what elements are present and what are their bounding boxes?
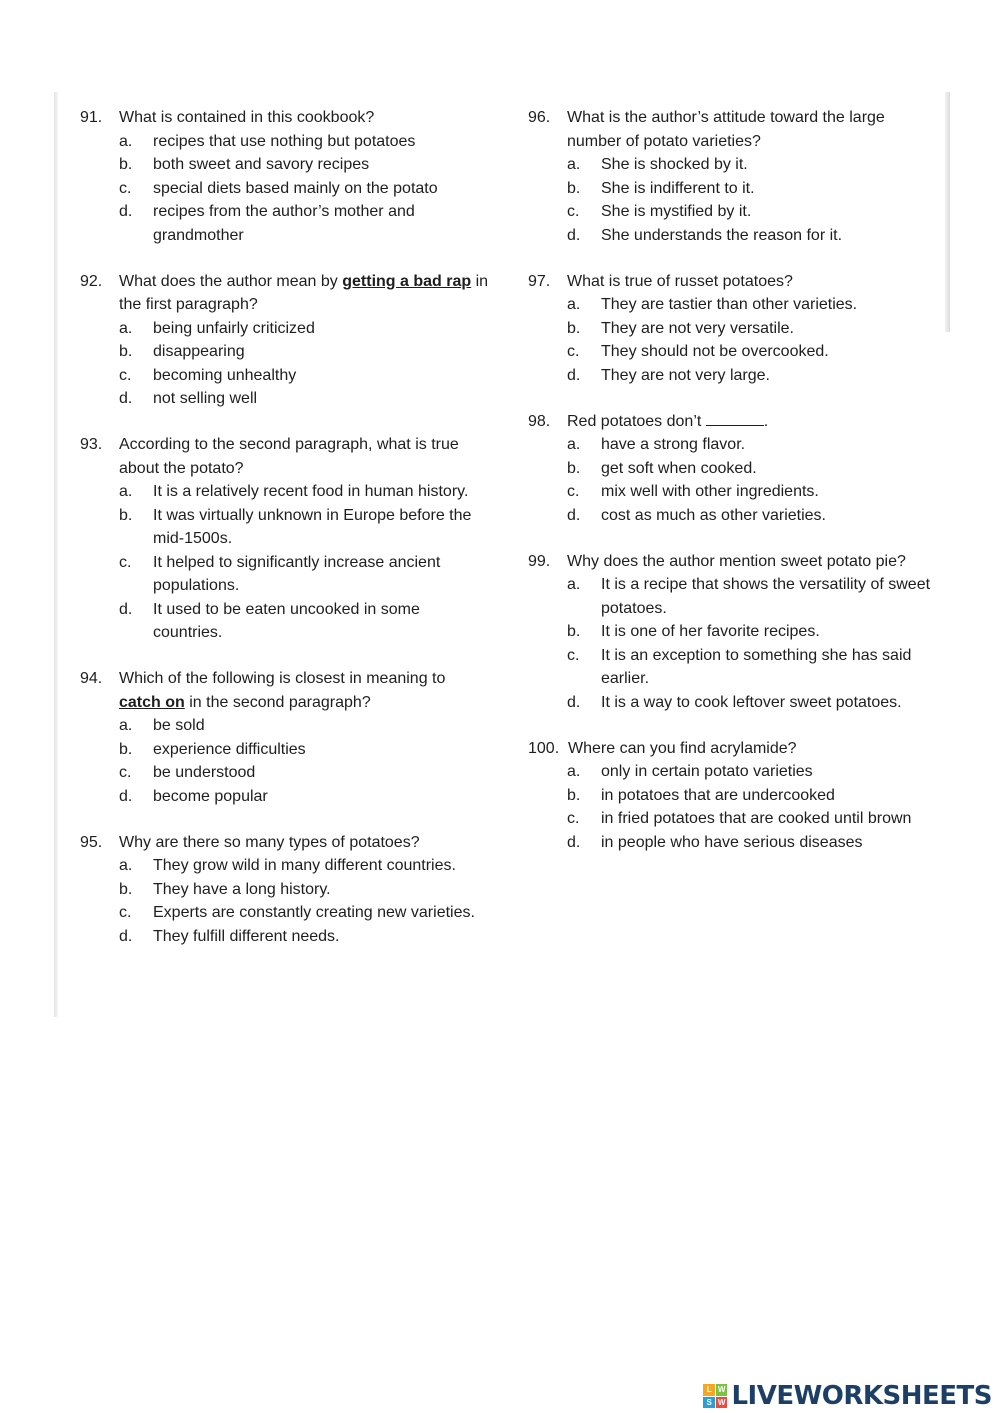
option-letter: c. [567, 646, 580, 664]
option-list [80, 714, 490, 808]
question-100 [528, 737, 938, 855]
option-c[interactable] [119, 901, 490, 925]
option-text: She is indifferent to it. [601, 179, 755, 197]
option-list [80, 130, 490, 248]
option-d[interactable] [119, 598, 490, 645]
option-list [528, 573, 938, 714]
option-text: She understands the reason for it. [601, 226, 843, 244]
question-number: 95. [80, 833, 103, 851]
option-c[interactable] [119, 177, 490, 201]
question-text: According to the second paragraph, what is true about the potato? [119, 436, 459, 477]
option-letter: a. [119, 319, 133, 337]
option-text: She is mystified by it. [601, 203, 752, 220]
vocabulary-term: getting a bad rap [342, 272, 472, 290]
option-letter: d. [567, 693, 581, 711]
option-c[interactable] [567, 340, 938, 364]
logo-tile: W [717, 1397, 726, 1407]
option-c[interactable] [119, 364, 490, 388]
option-text: It is an exception to something she has said earlier. [601, 646, 912, 687]
option-letter: b. [567, 786, 581, 804]
option-letter: a. [119, 717, 133, 734]
question-text-start: Which of the following is closest in meaning to [119, 670, 446, 687]
option-text: It helped to significantly increase ancient populations. [153, 553, 441, 594]
option-letter: d. [119, 927, 133, 945]
option-c[interactable] [567, 200, 938, 224]
option-list [528, 433, 938, 527]
option-d[interactable] [567, 831, 938, 855]
question-98 [528, 410, 938, 528]
option-text: It is a recipe that shows the versatility of sweet potatoes. [601, 576, 931, 617]
option-text: They should not be overcooked. [601, 343, 829, 360]
question-text: Why does the author mention sweet potato pie? [567, 552, 906, 570]
question-text: Where can you find acrylamide? [568, 739, 797, 757]
option-letter: a. [119, 132, 133, 150]
option-text: They have a long history. [153, 880, 331, 898]
option-text: have a strong flavor. [601, 436, 746, 453]
option-text: only in certain potato varieties [601, 763, 813, 780]
option-b[interactable] [567, 620, 938, 644]
option-letter: a. [567, 763, 581, 780]
option-text: recipes that use nothing but potatoes [153, 132, 416, 150]
option-a[interactable] [567, 573, 938, 620]
option-letter: b. [567, 459, 581, 477]
watermark-text: LIVEWORKSHEETS [731, 1381, 992, 1411]
question-number: 92. [80, 272, 103, 290]
option-letter: c. [567, 483, 580, 500]
option-d[interactable] [119, 387, 490, 411]
option-letter: d. [567, 366, 581, 384]
option-a[interactable] [119, 130, 490, 154]
liveworksheets-logo-icon [703, 1384, 727, 1408]
fill-in-blank[interactable] [706, 411, 764, 426]
question-91 [80, 106, 490, 247]
question-text: What is true of russet potatoes? [567, 272, 793, 290]
option-letter: d. [119, 390, 133, 407]
question-text-end: . [763, 412, 769, 430]
option-c[interactable] [567, 480, 938, 504]
option-text: It used to be eaten uncooked in some countries. [153, 600, 420, 641]
option-letter: a. [119, 483, 133, 500]
option-d[interactable] [567, 224, 938, 248]
option-a[interactable] [567, 760, 938, 784]
option-b[interactable] [119, 504, 490, 551]
option-text: not selling well [153, 390, 258, 407]
option-letter: a. [567, 576, 581, 593]
option-letter: d. [567, 226, 581, 244]
option-a[interactable] [119, 317, 490, 341]
option-text: become popular [153, 787, 268, 805]
option-b[interactable] [567, 177, 938, 201]
question-text-end: in the first paragraph? [119, 272, 489, 313]
option-letter: d. [567, 506, 581, 524]
option-text: They are tastier than other varieties. [601, 296, 858, 313]
option-text: experience difficulties [153, 740, 306, 758]
left-question-column [80, 106, 490, 971]
question-97 [528, 270, 938, 388]
question-text-end: in the second paragraph? [189, 693, 371, 711]
option-letter: b. [119, 880, 133, 898]
option-text: They fulfill different needs. [153, 927, 340, 945]
question-number: 99. [528, 552, 551, 570]
question-text: What is contained in this cookbook? [119, 109, 375, 126]
option-letter: d. [119, 600, 133, 618]
liveworksheets-watermark [703, 1381, 992, 1411]
option-b[interactable] [567, 457, 938, 481]
logo-tile: S [703, 1397, 715, 1409]
option-text: disappearing [153, 343, 245, 360]
question-text [119, 270, 490, 317]
option-text: get soft when cooked. [601, 459, 757, 477]
question-92 [80, 270, 490, 411]
question-text-start: Red potatoes don’t [567, 412, 702, 430]
question-99 [528, 550, 938, 715]
option-b[interactable] [119, 153, 490, 177]
option-letter: d. [119, 787, 133, 805]
question-94 [80, 667, 490, 808]
option-letter: c. [567, 810, 580, 827]
option-list [528, 293, 938, 387]
option-letter: b. [119, 343, 133, 360]
option-a[interactable] [567, 153, 938, 177]
option-c[interactable] [567, 644, 938, 691]
option-b[interactable] [119, 738, 490, 762]
option-letter: d. [119, 203, 133, 220]
question-text: Why are there so many types of potatoes? [119, 833, 420, 851]
option-letter: c. [119, 904, 132, 921]
option-text: in potatoes that are undercooked [601, 786, 835, 804]
option-letter: c. [119, 366, 132, 384]
option-letter: c. [119, 764, 132, 781]
option-list [80, 317, 490, 411]
question-text: What is the author’s attitude toward the large number of potato varieties? [567, 109, 885, 150]
option-a[interactable] [119, 714, 490, 738]
option-text: be understood [153, 764, 256, 781]
logo-tile: W [717, 1385, 726, 1395]
question-number: 97. [528, 272, 551, 290]
question-number: 100. [528, 739, 560, 757]
vocabulary-term: catch on [119, 693, 185, 711]
option-a[interactable] [567, 433, 938, 457]
question-number: 96. [528, 109, 551, 126]
question-93 [80, 433, 490, 645]
option-c[interactable] [567, 807, 938, 831]
option-letter: a. [567, 296, 581, 313]
question-number: 93. [80, 436, 103, 453]
option-letter: c. [119, 553, 132, 571]
option-letter: c. [567, 203, 580, 220]
logo-tile: L [703, 1384, 715, 1396]
option-list [528, 153, 938, 247]
option-letter: b. [567, 319, 581, 337]
option-d[interactable] [567, 504, 938, 528]
option-text: being unfairly criticized [153, 319, 315, 337]
option-d[interactable] [567, 691, 938, 715]
option-text: It is a way to cook leftover sweet potatoes. [601, 693, 902, 711]
option-text: in fried potatoes that are cooked until brown [601, 810, 912, 827]
option-letter: a. [567, 436, 581, 453]
option-c[interactable] [119, 761, 490, 785]
option-text: They grow wild in many different countries. [153, 857, 456, 874]
option-letter: b. [119, 156, 133, 173]
option-a[interactable] [119, 480, 490, 504]
scan-shadow-right [945, 92, 950, 332]
option-a[interactable] [567, 293, 938, 317]
option-text: in people who have serious diseases [601, 833, 863, 851]
option-text: both sweet and savory recipes [153, 156, 370, 173]
scan-shadow-left [54, 92, 58, 1017]
option-text: becoming unhealthy [153, 366, 297, 384]
option-text: recipes from the author’s mother and grandmother [153, 203, 415, 244]
option-a[interactable] [119, 854, 490, 878]
option-list [80, 480, 490, 645]
option-b[interactable] [119, 878, 490, 902]
option-letter: a. [567, 156, 581, 173]
question-number: 98. [528, 412, 551, 430]
option-text: mix well with other ingredients. [601, 483, 819, 500]
question-text [119, 667, 490, 714]
option-text: Experts are constantly creating new varieties. [153, 904, 475, 921]
option-list [528, 760, 938, 854]
option-text: It is one of her favorite recipes. [601, 623, 820, 640]
question-text [567, 410, 938, 434]
question-95 [80, 831, 490, 949]
option-b[interactable] [567, 317, 938, 341]
option-letter: c. [119, 179, 132, 197]
option-d[interactable] [119, 200, 490, 247]
option-text: It is a relatively recent food in human history. [153, 483, 469, 500]
option-letter: a. [119, 857, 133, 874]
option-letter: b. [567, 179, 581, 197]
option-letter: c. [567, 343, 580, 360]
option-d[interactable] [567, 364, 938, 388]
option-d[interactable] [119, 925, 490, 949]
option-text: cost as much as other varieties. [601, 506, 826, 524]
option-letter: b. [119, 506, 133, 524]
option-d[interactable] [119, 785, 490, 809]
option-letter: b. [119, 740, 133, 758]
option-c[interactable] [119, 551, 490, 598]
option-list [80, 854, 490, 948]
option-letter: b. [567, 623, 581, 640]
option-text: They are not very versatile. [601, 319, 794, 337]
option-text: special diets based mainly on the potato [153, 179, 438, 197]
right-question-column [528, 106, 938, 877]
option-b[interactable] [119, 340, 490, 364]
option-text: be sold [153, 717, 205, 734]
option-b[interactable] [567, 784, 938, 808]
question-number: 91. [80, 109, 103, 126]
option-text: She is shocked by it. [601, 156, 748, 173]
question-text-start: What does the author mean by [119, 272, 338, 290]
question-96 [528, 106, 938, 247]
option-letter: d. [567, 833, 581, 851]
option-text: It was virtually unknown in Europe before the mid-1500s. [153, 506, 472, 547]
option-text: They are not very large. [601, 366, 770, 384]
question-number: 94. [80, 670, 103, 687]
